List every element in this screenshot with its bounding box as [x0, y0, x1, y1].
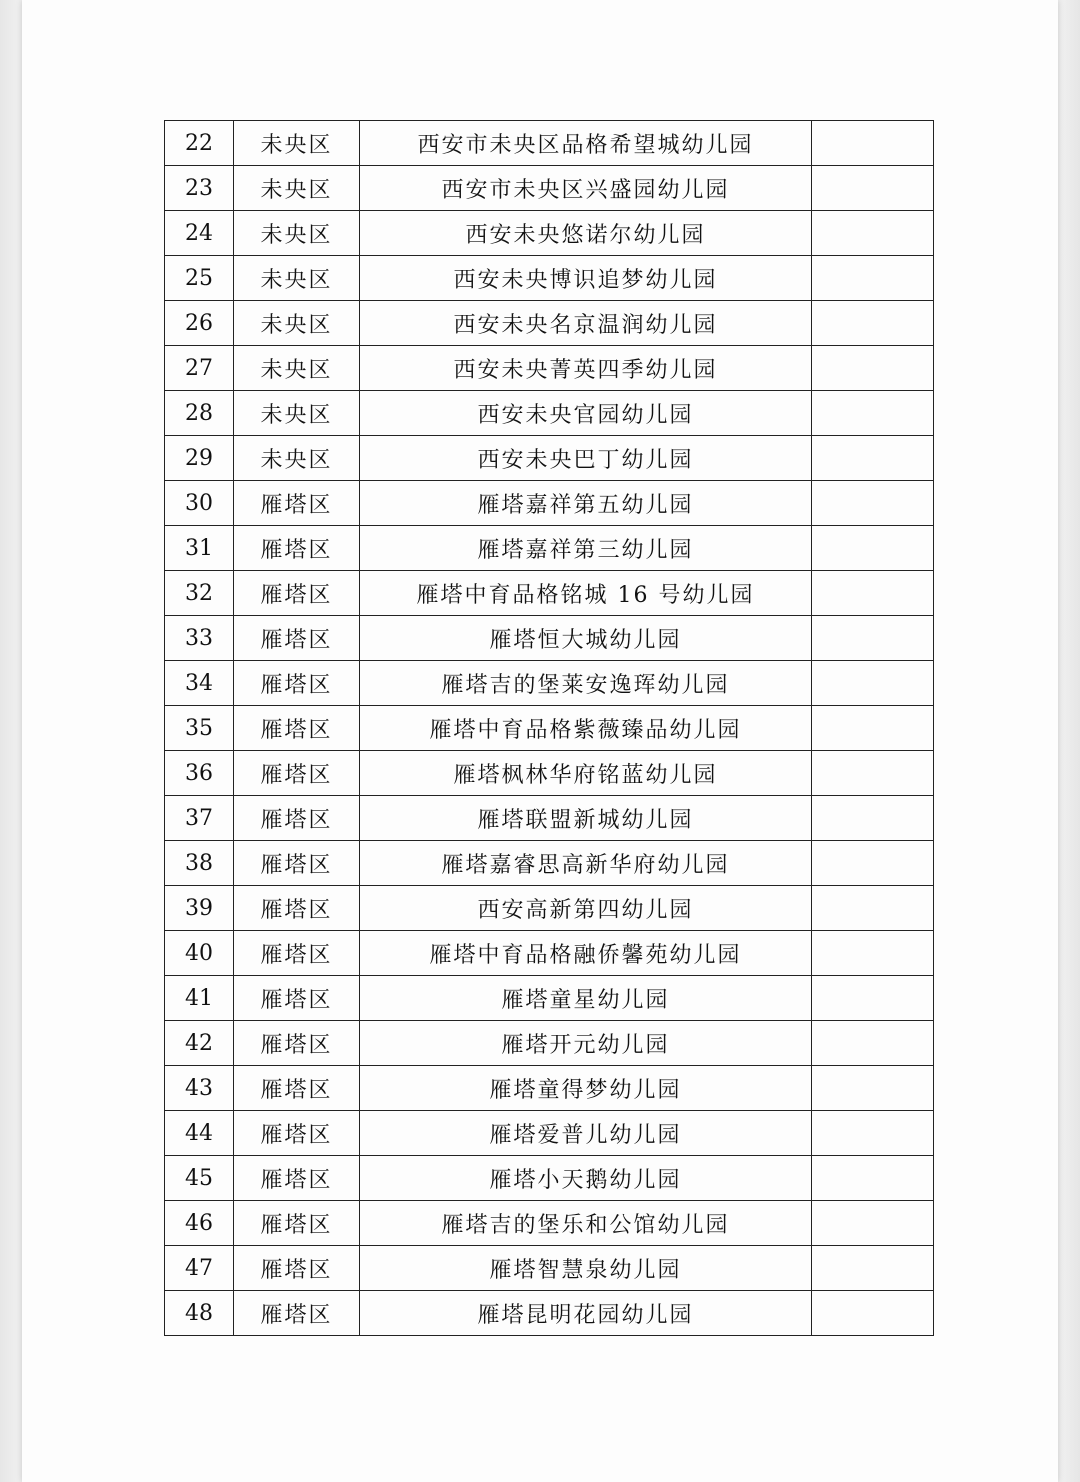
district-cell: 雁塔区 — [234, 931, 360, 976]
table-row — [165, 256, 934, 301]
district-cell: 雁塔区 — [234, 1156, 360, 1201]
row-number: 35 — [165, 706, 234, 751]
remark-cell — [812, 1291, 934, 1336]
table-row — [165, 436, 934, 481]
remark-cell — [812, 886, 934, 931]
table-body — [165, 121, 934, 1336]
table-row — [165, 1201, 934, 1246]
district-cell: 未央区 — [234, 121, 360, 166]
row-number: 32 — [165, 571, 234, 616]
table-row — [165, 121, 934, 166]
row-number: 37 — [165, 796, 234, 841]
district-cell: 未央区 — [234, 346, 360, 391]
remark-cell — [812, 346, 934, 391]
table-row — [165, 661, 934, 706]
remark-cell — [812, 841, 934, 886]
table-row — [165, 886, 934, 931]
row-number: 26 — [165, 301, 234, 346]
kindergarten-name-cell: 雁塔童星幼儿园 — [360, 976, 812, 1021]
district-cell: 未央区 — [234, 436, 360, 481]
kindergarten-name-cell: 西安未央菁英四季幼儿园 — [360, 346, 812, 391]
district-cell: 雁塔区 — [234, 1021, 360, 1066]
remark-cell — [812, 211, 934, 256]
district-cell: 雁塔区 — [234, 1291, 360, 1336]
row-number: 43 — [165, 1066, 234, 1111]
table-row — [165, 526, 934, 571]
remark-cell — [812, 436, 934, 481]
table-row — [165, 211, 934, 256]
row-number: 44 — [165, 1111, 234, 1156]
table-row — [165, 796, 934, 841]
row-number: 29 — [165, 436, 234, 481]
remark-cell — [812, 661, 934, 706]
table-row — [165, 166, 934, 211]
district-cell: 雁塔区 — [234, 526, 360, 571]
kindergarten-name-cell: 雁塔昆明花园幼儿园 — [360, 1291, 812, 1336]
district-cell: 雁塔区 — [234, 616, 360, 661]
kindergarten-name-cell: 雁塔嘉祥第三幼儿园 — [360, 526, 812, 571]
kindergarten-name-cell: 西安未央悠诺尔幼儿园 — [360, 211, 812, 256]
kindergarten-name-cell: 雁塔恒大城幼儿园 — [360, 616, 812, 661]
district-cell: 雁塔区 — [234, 706, 360, 751]
row-number: 34 — [165, 661, 234, 706]
remark-cell — [812, 526, 934, 571]
row-number: 38 — [165, 841, 234, 886]
kindergarten-name-cell: 雁塔童得梦幼儿园 — [360, 1066, 812, 1111]
kindergarten-name-cell: 雁塔枫林华府铭蓝幼儿园 — [360, 751, 812, 796]
district-cell: 雁塔区 — [234, 661, 360, 706]
kindergarten-name-cell: 西安未央博识追梦幼儿园 — [360, 256, 812, 301]
district-cell: 未央区 — [234, 301, 360, 346]
row-number: 40 — [165, 931, 234, 976]
remark-cell — [812, 1201, 934, 1246]
remark-cell — [812, 571, 934, 616]
district-cell: 未央区 — [234, 166, 360, 211]
kindergarten-name-cell: 西安未央官园幼儿园 — [360, 391, 812, 436]
table-row — [165, 616, 934, 661]
district-cell: 雁塔区 — [234, 751, 360, 796]
kindergarten-name-cell: 西安未央名京温润幼儿园 — [360, 301, 812, 346]
row-number: 31 — [165, 526, 234, 571]
kindergarten-name-cell: 西安市未央区兴盛园幼儿园 — [360, 166, 812, 211]
district-cell: 雁塔区 — [234, 481, 360, 526]
district-cell: 雁塔区 — [234, 571, 360, 616]
district-cell: 雁塔区 — [234, 1246, 360, 1291]
table-row — [165, 751, 934, 796]
kindergarten-table — [164, 120, 934, 1336]
row-number: 45 — [165, 1156, 234, 1201]
kindergarten-name-cell: 雁塔吉的堡乐和公馆幼儿园 — [360, 1201, 812, 1246]
row-number: 22 — [165, 121, 234, 166]
kindergarten-name-cell: 雁塔小天鹅幼儿园 — [360, 1156, 812, 1201]
table-row — [165, 571, 934, 616]
district-cell: 雁塔区 — [234, 886, 360, 931]
table-row — [165, 346, 934, 391]
remark-cell — [812, 1111, 934, 1156]
document-page — [22, 0, 1058, 1482]
remark-cell — [812, 1021, 934, 1066]
district-cell: 雁塔区 — [234, 976, 360, 1021]
remark-cell — [812, 796, 934, 841]
table-row — [165, 481, 934, 526]
row-number: 30 — [165, 481, 234, 526]
district-cell: 雁塔区 — [234, 1066, 360, 1111]
row-number: 42 — [165, 1021, 234, 1066]
table-row — [165, 1021, 934, 1066]
kindergarten-name-cell: 雁塔联盟新城幼儿园 — [360, 796, 812, 841]
remark-cell — [812, 256, 934, 301]
remark-cell — [812, 1066, 934, 1111]
kindergarten-name-cell: 雁塔开元幼儿园 — [360, 1021, 812, 1066]
district-cell: 雁塔区 — [234, 796, 360, 841]
table-row — [165, 841, 934, 886]
row-number: 41 — [165, 976, 234, 1021]
row-number: 39 — [165, 886, 234, 931]
row-number: 27 — [165, 346, 234, 391]
table-row — [165, 1156, 934, 1201]
remark-cell — [812, 1246, 934, 1291]
district-cell: 未央区 — [234, 256, 360, 301]
kindergarten-name-cell: 雁塔中育品格融侨馨苑幼儿园 — [360, 931, 812, 976]
remark-cell — [812, 751, 934, 796]
remark-cell — [812, 391, 934, 436]
table-row — [165, 1066, 934, 1111]
kindergarten-name-cell: 雁塔嘉祥第五幼儿园 — [360, 481, 812, 526]
remark-cell — [812, 706, 934, 751]
row-number: 46 — [165, 1201, 234, 1246]
kindergarten-name-cell: 西安高新第四幼儿园 — [360, 886, 812, 931]
row-number: 24 — [165, 211, 234, 256]
kindergarten-name-cell: 雁塔中育品格铭城 16 号幼儿园 — [360, 571, 812, 616]
table-row — [165, 301, 934, 346]
table-row — [165, 931, 934, 976]
district-cell: 雁塔区 — [234, 1201, 360, 1246]
kindergarten-name-cell: 雁塔吉的堡莱安逸珲幼儿园 — [360, 661, 812, 706]
district-cell: 雁塔区 — [234, 1111, 360, 1156]
kindergarten-name-cell: 西安未央巴丁幼儿园 — [360, 436, 812, 481]
table-row — [165, 1246, 934, 1291]
kindergarten-name-cell: 雁塔爱普儿幼儿园 — [360, 1111, 812, 1156]
district-cell: 雁塔区 — [234, 841, 360, 886]
remark-cell — [812, 301, 934, 346]
remark-cell — [812, 976, 934, 1021]
remark-cell — [812, 931, 934, 976]
row-number: 25 — [165, 256, 234, 301]
row-number: 23 — [165, 166, 234, 211]
table-row — [165, 706, 934, 751]
remark-cell — [812, 481, 934, 526]
remark-cell — [812, 1156, 934, 1201]
table-row — [165, 391, 934, 436]
table-row — [165, 976, 934, 1021]
row-number: 36 — [165, 751, 234, 796]
row-number: 33 — [165, 616, 234, 661]
row-number: 48 — [165, 1291, 234, 1336]
remark-cell — [812, 616, 934, 661]
kindergarten-name-cell: 西安市未央区品格希望城幼儿园 — [360, 121, 812, 166]
row-number: 47 — [165, 1246, 234, 1291]
remark-cell — [812, 121, 934, 166]
table-row — [165, 1111, 934, 1156]
kindergarten-name-cell: 雁塔智慧泉幼儿园 — [360, 1246, 812, 1291]
kindergarten-name-cell: 雁塔嘉睿思高新华府幼儿园 — [360, 841, 812, 886]
row-number: 28 — [165, 391, 234, 436]
kindergarten-name-cell: 雁塔中育品格紫薇臻品幼儿园 — [360, 706, 812, 751]
district-cell: 未央区 — [234, 391, 360, 436]
remark-cell — [812, 166, 934, 211]
district-cell: 未央区 — [234, 211, 360, 256]
table-row — [165, 1291, 934, 1336]
